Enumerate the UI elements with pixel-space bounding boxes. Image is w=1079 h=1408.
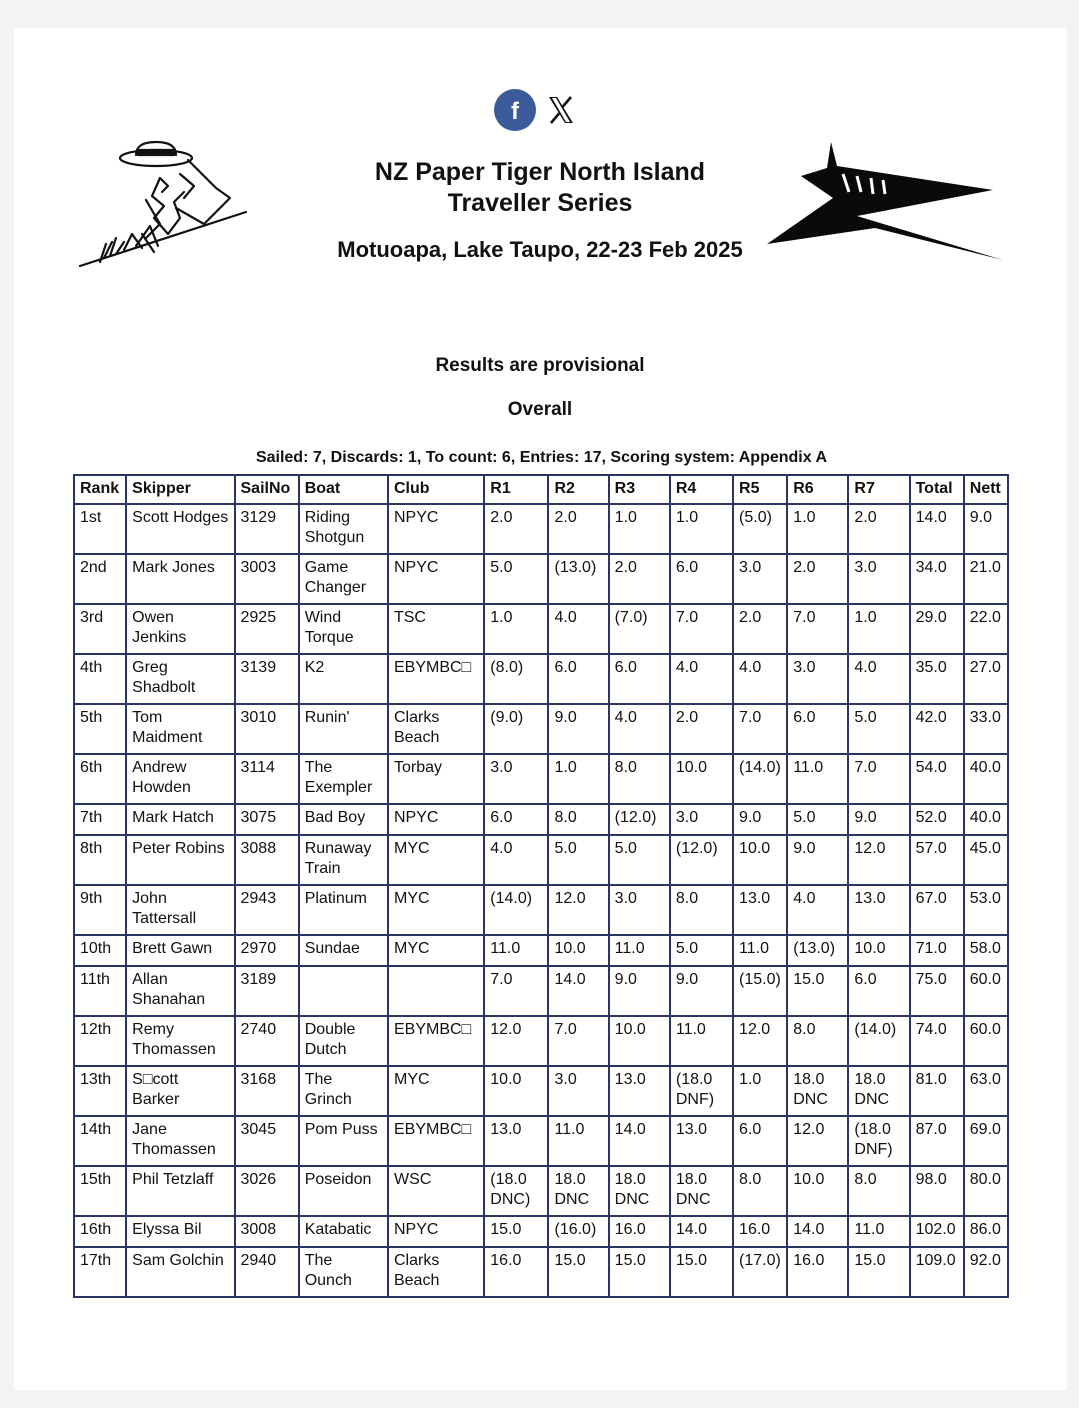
cell-r3: 4.0 [609,704,670,754]
cell-total: 67.0 [910,885,964,935]
cell-rank: 9th [74,885,126,935]
cell-nett: 22.0 [964,604,1008,654]
table-row [74,835,1008,885]
cell-r7: 1.0 [848,604,909,654]
social-links [494,88,576,132]
cell-r4: (12.0) [670,835,733,885]
cell-skipper: Sam Golchin [126,1247,234,1297]
column-header-r4: R4 [670,475,733,504]
x-icon[interactable] [546,95,576,125]
cell-nett: 63.0 [964,1066,1008,1116]
cell-r1: 11.0 [484,935,548,966]
table-row [74,935,1008,966]
cell-total: 75.0 [910,966,964,1016]
table-row [74,604,1008,654]
cell-boat: Runaway Train [299,835,388,885]
cell-sailno: 3075 [235,804,299,835]
cell-total: 34.0 [910,554,964,604]
column-header-rank: Rank [74,475,126,504]
cell-r7: 11.0 [848,1216,909,1247]
cell-r7: 12.0 [848,835,909,885]
cell-total: 29.0 [910,604,964,654]
cell-boat: Pom Puss [299,1116,388,1166]
cell-r5: 7.0 [733,704,787,754]
cell-nett: 60.0 [964,966,1008,1016]
cell-rank: 17th [74,1247,126,1297]
cell-r7: (14.0) [848,1016,909,1066]
cell-rank: 14th [74,1116,126,1166]
cell-r3: 3.0 [609,885,670,935]
cell-total: 74.0 [910,1016,964,1066]
cell-r3: 13.0 [609,1066,670,1116]
cell-boat: Game Changer [299,554,388,604]
cell-nett: 33.0 [964,704,1008,754]
cell-r2: (16.0) [548,1216,608,1247]
cell-sailno: 2925 [235,604,299,654]
cell-r2: 3.0 [548,1066,608,1116]
cell-sailno: 3026 [235,1166,299,1216]
cell-total: 52.0 [910,804,964,835]
cell-r3: 18.0 DNC [609,1166,670,1216]
page-title: NZ Paper Tiger North Island Traveller Series [374,158,706,217]
cell-club: EBYMBC□ [388,1016,484,1066]
cell-sailno: 2740 [235,1016,299,1066]
cell-nett: 80.0 [964,1166,1008,1216]
cell-nett: 53.0 [964,885,1008,935]
cell-r3: 15.0 [609,1247,670,1297]
cell-r2: 15.0 [548,1247,608,1297]
cell-total: 71.0 [910,935,964,966]
facebook-icon[interactable] [494,89,536,131]
cell-r2: 6.0 [548,654,608,704]
cell-r4: 7.0 [670,604,733,654]
cell-r3: 6.0 [609,654,670,704]
cell-r3: 11.0 [609,935,670,966]
cell-r7: 6.0 [848,966,909,1016]
cell-nett: 45.0 [964,835,1008,885]
cell-r3: 2.0 [609,554,670,604]
cell-r7: (18.0 DNF) [848,1116,909,1166]
cell-total: 102.0 [910,1216,964,1247]
cell-skipper: Brett Gawn [126,935,234,966]
skipper-logo [76,138,251,273]
cell-boat: Bad Boy [299,804,388,835]
cell-boat: The Ounch [299,1247,388,1297]
cell-club: MYC [388,935,484,966]
results-table [73,474,1009,1298]
cell-sailno: 3114 [235,754,299,804]
table-row [74,704,1008,754]
cell-boat: The Exempler [299,754,388,804]
table-row [74,1116,1008,1166]
cell-r6: 8.0 [787,1016,848,1066]
cell-r5: 3.0 [733,554,787,604]
table-row [74,554,1008,604]
cell-nett: 60.0 [964,1016,1008,1066]
table-row [74,654,1008,704]
cell-boat: Sundae [299,935,388,966]
cell-r5: 1.0 [733,1066,787,1116]
cell-r5: 8.0 [733,1166,787,1216]
cell-r1: (14.0) [484,885,548,935]
cell-sailno: 3045 [235,1116,299,1166]
cell-rank: 4th [74,654,126,704]
cell-total: 42.0 [910,704,964,754]
cell-r5: 2.0 [733,604,787,654]
cell-rank: 2nd [74,554,126,604]
cell-r5: 11.0 [733,935,787,966]
cell-r4: 11.0 [670,1016,733,1066]
cell-sailno: 3008 [235,1216,299,1247]
cell-r6: 11.0 [787,754,848,804]
cell-sailno: 3168 [235,1066,299,1116]
cell-r6: (13.0) [787,935,848,966]
table-row [74,1166,1008,1216]
cell-r6: 12.0 [787,1116,848,1166]
cell-sailno: 2943 [235,885,299,935]
cell-nett: 27.0 [964,654,1008,704]
cell-skipper: Owen Jenkins [126,604,234,654]
cell-club: EBYMBC□ [388,654,484,704]
cell-club: NPYC [388,804,484,835]
cell-r7: 7.0 [848,754,909,804]
cell-rank: 1st [74,504,126,554]
cell-sailno: 3139 [235,654,299,704]
cell-r6: 1.0 [787,504,848,554]
cell-r6: 7.0 [787,604,848,654]
cell-boat: The Grinch [299,1066,388,1116]
cell-skipper: Mark Hatch [126,804,234,835]
cell-boat: Wind Torque [299,604,388,654]
cell-r2: 7.0 [548,1016,608,1066]
cell-skipper: Peter Robins [126,835,234,885]
cell-r1: 5.0 [484,554,548,604]
cell-total: 98.0 [910,1166,964,1216]
cell-skipper: S□cott Barker [126,1066,234,1116]
cell-club: NPYC [388,504,484,554]
cell-total: 54.0 [910,754,964,804]
cell-sailno: 2940 [235,1247,299,1297]
cell-r7: 13.0 [848,885,909,935]
cell-total: 57.0 [910,835,964,885]
cell-r5: 12.0 [733,1016,787,1066]
column-header-r5: R5 [733,475,787,504]
cell-sailno: 2970 [235,935,299,966]
cell-club: Torbay [388,754,484,804]
cell-boat: Katabatic [299,1216,388,1247]
column-header-sailno: SailNo [235,475,299,504]
cell-r1: 2.0 [484,504,548,554]
cell-club: MYC [388,1066,484,1116]
cell-club: WSC [388,1166,484,1216]
cell-r4: 15.0 [670,1247,733,1297]
cell-r1: (9.0) [484,704,548,754]
cell-r2: 2.0 [548,504,608,554]
cell-r1: 13.0 [484,1116,548,1166]
cell-skipper: Jane Thomassen [126,1116,234,1166]
cell-nett: 40.0 [964,804,1008,835]
cell-r5: 6.0 [733,1116,787,1166]
cell-r1: (8.0) [484,654,548,704]
cell-sailno: 3003 [235,554,299,604]
cell-r7: 9.0 [848,804,909,835]
table-row [74,1066,1008,1116]
column-header-r1: R1 [484,475,548,504]
column-header-boat: Boat [299,475,388,504]
cell-r4: (18.0 DNF) [670,1066,733,1116]
cell-r1: 7.0 [484,966,548,1016]
cell-r1: (18.0 DNC) [484,1166,548,1216]
cell-r2: 4.0 [548,604,608,654]
cell-r2: 11.0 [548,1116,608,1166]
cell-r5: 10.0 [733,835,787,885]
cell-sailno: 3010 [235,704,299,754]
cell-r7: 4.0 [848,654,909,704]
cell-boat: Poseidon [299,1166,388,1216]
cell-r6: 6.0 [787,704,848,754]
paper-tiger-logo [765,140,1005,262]
cell-rank: 8th [74,835,126,885]
table-row [74,1247,1008,1297]
cell-skipper: John Tattersall [126,885,234,935]
cell-r5: (17.0) [733,1247,787,1297]
cell-total: 35.0 [910,654,964,704]
cell-rank: 7th [74,804,126,835]
table-row [74,1016,1008,1066]
cell-boat [299,966,388,1016]
cell-r2: 18.0 DNC [548,1166,608,1216]
cell-sailno: 3189 [235,966,299,1016]
scoring-summary: Sailed: 7, Discards: 1, To count: 6, Entries: 17, Scoring system: Appendix A [255,449,828,466]
cell-r3: 16.0 [609,1216,670,1247]
cell-r2: (13.0) [548,554,608,604]
cell-sailno: 3129 [235,504,299,554]
cell-r3: 1.0 [609,504,670,554]
cell-r5: (5.0) [733,504,787,554]
cell-rank: 16th [74,1216,126,1247]
cell-nett: 21.0 [964,554,1008,604]
cell-r4: 14.0 [670,1216,733,1247]
cell-r2: 1.0 [548,754,608,804]
cell-rank: 11th [74,966,126,1016]
column-header-r7: R7 [848,475,909,504]
cell-nett: 69.0 [964,1116,1008,1166]
cell-r4: 6.0 [670,554,733,604]
cell-sailno: 3088 [235,835,299,885]
cell-r7: 3.0 [848,554,909,604]
cell-club: TSC [388,604,484,654]
cell-nett: 58.0 [964,935,1008,966]
cell-r1: 12.0 [484,1016,548,1066]
cell-r3: 8.0 [609,754,670,804]
cell-rank: 13th [74,1066,126,1116]
cell-r3: (12.0) [609,804,670,835]
cell-r4: 8.0 [670,885,733,935]
cell-club: MYC [388,835,484,885]
cell-r7: 18.0 DNC [848,1066,909,1116]
cell-r7: 8.0 [848,1166,909,1216]
cell-total: 109.0 [910,1247,964,1297]
cell-r3: 10.0 [609,1016,670,1066]
cell-r4: 18.0 DNC [670,1166,733,1216]
cell-r1: 6.0 [484,804,548,835]
table-header-row [74,475,1008,504]
column-header-r2: R2 [548,475,608,504]
cell-r6: 3.0 [787,654,848,704]
table-row [74,966,1008,1016]
event-subtitle: Motuoapa, Lake Taupo, 22-23 Feb 2025 [337,237,743,262]
cell-r6: 18.0 DNC [787,1066,848,1116]
cell-total: 81.0 [910,1066,964,1116]
cell-r1: 10.0 [484,1066,548,1116]
cell-skipper: Tom Maidment [126,704,234,754]
cell-club: Clarks Beach [388,1247,484,1297]
table-row [74,1216,1008,1247]
provisional-note: Results are provisional [435,355,645,376]
cell-r4: 13.0 [670,1116,733,1166]
cell-r2: 5.0 [548,835,608,885]
cell-r1: 3.0 [484,754,548,804]
cell-rank: 3rd [74,604,126,654]
section-heading: Overall [507,399,573,420]
cell-r7: 15.0 [848,1247,909,1297]
cell-r4: 3.0 [670,804,733,835]
cell-nett: 9.0 [964,504,1008,554]
cell-club: Clarks Beach [388,704,484,754]
cell-club: NPYC [388,1216,484,1247]
cell-r4: 9.0 [670,966,733,1016]
cell-skipper: Andrew Howden [126,754,234,804]
cell-boat: Riding Shotgun [299,504,388,554]
table-row [74,754,1008,804]
cell-r6: 2.0 [787,554,848,604]
cell-r3: (7.0) [609,604,670,654]
cell-skipper: Elyssa Bil [126,1216,234,1247]
cell-r5: 16.0 [733,1216,787,1247]
cell-r5: 4.0 [733,654,787,704]
cell-club: NPYC [388,554,484,604]
cell-club [388,966,484,1016]
cell-r6: 16.0 [787,1247,848,1297]
cell-r3: 14.0 [609,1116,670,1166]
cell-rank: 15th [74,1166,126,1216]
cell-nett: 40.0 [964,754,1008,804]
cell-r4: 2.0 [670,704,733,754]
cell-r3: 9.0 [609,966,670,1016]
cell-r5: (14.0) [733,754,787,804]
cell-nett: 86.0 [964,1216,1008,1247]
cell-r1: 16.0 [484,1247,548,1297]
cell-r4: 4.0 [670,654,733,704]
table-row [74,804,1008,835]
cell-rank: 10th [74,935,126,966]
column-header-nett: Nett [964,475,1008,504]
cell-club: MYC [388,885,484,935]
cell-r6: 14.0 [787,1216,848,1247]
cell-club: EBYMBC□ [388,1116,484,1166]
column-header-club: Club [388,475,484,504]
cell-r7: 2.0 [848,504,909,554]
cell-r4: 1.0 [670,504,733,554]
cell-r2: 9.0 [548,704,608,754]
cell-r2: 12.0 [548,885,608,935]
cell-skipper: Greg Shadbolt [126,654,234,704]
cell-skipper: Phil Tetzlaff [126,1166,234,1216]
table-row [74,885,1008,935]
cell-r2: 10.0 [548,935,608,966]
cell-r1: 15.0 [484,1216,548,1247]
cell-r4: 10.0 [670,754,733,804]
cell-boat: K2 [299,654,388,704]
table-row [74,504,1008,554]
cell-r6: 5.0 [787,804,848,835]
cell-rank: 6th [74,754,126,804]
cell-r3: 5.0 [609,835,670,885]
cell-r6: 4.0 [787,885,848,935]
cell-rank: 12th [74,1016,126,1066]
cell-rank: 5th [74,704,126,754]
cell-r5: (15.0) [733,966,787,1016]
cell-r6: 9.0 [787,835,848,885]
column-header-r6: R6 [787,475,848,504]
cell-r7: 10.0 [848,935,909,966]
cell-nett: 92.0 [964,1247,1008,1297]
cell-boat: Double Dutch [299,1016,388,1066]
cell-skipper: Mark Jones [126,554,234,604]
cell-r4: 5.0 [670,935,733,966]
column-header-total: Total [910,475,964,504]
cell-boat: Platinum [299,885,388,935]
cell-r6: 15.0 [787,966,848,1016]
cell-r2: 14.0 [548,966,608,1016]
cell-r1: 4.0 [484,835,548,885]
cell-total: 87.0 [910,1116,964,1166]
cell-skipper: Remy Thomassen [126,1016,234,1066]
cell-total: 14.0 [910,504,964,554]
cell-skipper: Scott Hodges [126,504,234,554]
cell-r6: 10.0 [787,1166,848,1216]
cell-r5: 13.0 [733,885,787,935]
cell-boat: Runin' [299,704,388,754]
cell-r1: 1.0 [484,604,548,654]
svg-text:f: f [511,98,519,123]
cell-r2: 8.0 [548,804,608,835]
column-header-r3: R3 [609,475,670,504]
cell-r5: 9.0 [733,804,787,835]
cell-r7: 5.0 [848,704,909,754]
column-header-skipper: Skipper [126,475,234,504]
cell-skipper: Allan Shanahan [126,966,234,1016]
